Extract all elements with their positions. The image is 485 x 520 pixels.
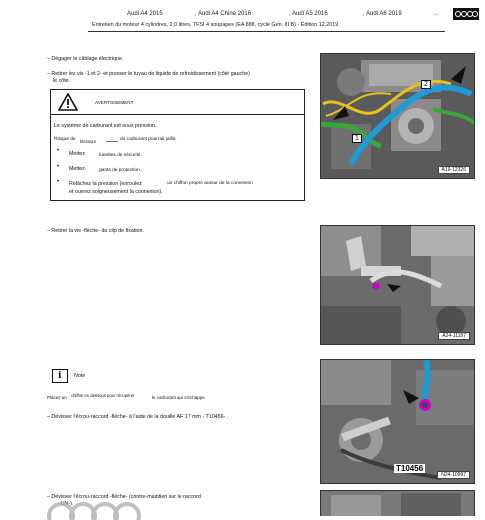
audi-logo-icon (453, 8, 479, 20)
header-model-a5: , Audi A5 2016 (289, 11, 328, 17)
tool-label: T10456 (396, 464, 424, 473)
warning-bullet-b: un chiffon propre autour de la connexion (167, 181, 253, 186)
dash-divider (106, 141, 118, 142)
header-subtitle: Entretien du moteur 4 cylindres, 2,0 litres, TFSI 4 soupapes (EA 888, cycle Gen. III B) - Édition 12.2019 (92, 22, 339, 28)
bullet-dot: • (57, 164, 60, 170)
header-ellipsis: ... (434, 11, 440, 17)
engine-illustration (321, 54, 475, 179)
figure-id: N24-10997 (437, 471, 470, 479)
engine-photo-union-nut (320, 359, 475, 484)
header-model-a4-chine: , Audi A4 Chine 2016 (195, 11, 252, 17)
warning-risk-b: blessure (80, 139, 97, 144)
bullet-dot: • (57, 148, 60, 154)
note-label: Note (74, 373, 86, 379)
warning-bullet-a: Mettez (69, 151, 85, 157)
step-text: – Dévisser l'écrou-raccord -flèche- à l'aide de la douille AF 17 mm - T10456- . (47, 414, 229, 420)
warning-bullet-b: lunettes de sécurité. (99, 153, 142, 158)
warning-line: Le système de carburant est sous pression. (54, 123, 157, 129)
step-text: – Retirer la vis -flèche- du clip de fixation. (47, 228, 144, 234)
warning-header (51, 90, 304, 115)
header-model-a6: , Audi A6 2019 (363, 11, 402, 17)
step-text: le côté. (53, 78, 71, 84)
warning-title: AVERTISSEMENT (95, 100, 134, 105)
engine-photo-fixing-clip (320, 225, 475, 345)
header-model-a4: Audi A4 2015 (127, 11, 163, 17)
warning-triangle-icon (58, 93, 78, 111)
step-text: – Dégager le câblage électrique. (47, 56, 124, 62)
warning-risk-c: du carburant pourrait jaillir. (120, 137, 177, 142)
warning-bullet-a: Relâchez la pression (enroulez (69, 181, 142, 187)
note-text-b: chiffon en dessous pour récupérer (71, 393, 135, 398)
step-text: -UN-). (59, 501, 74, 507)
step-text: – Dévisser l'écrou-raccord -flèche- (contre-maintien sur le raccord (47, 494, 201, 500)
callout-2: 2 (421, 80, 431, 89)
engine-photo-hose-screws (320, 53, 475, 179)
warning-bullet-b: gants de protection. (99, 168, 142, 173)
note-text-a: Placez un (47, 395, 67, 400)
engine-illustration (321, 491, 475, 516)
warning-bullet-c: et ouvrez soigneusement la connexion). (69, 189, 163, 195)
audi-rings-watermark-icon (45, 496, 145, 520)
engine-photo-partial (320, 490, 475, 516)
engine-illustration (321, 226, 475, 345)
info-icon: i (52, 369, 68, 383)
warning-risk-a: Risque de (54, 137, 76, 142)
bullet-dot: • (57, 179, 60, 185)
figure-id: A24-11187 (438, 332, 470, 340)
figure-id: A19-12326 (438, 166, 470, 174)
warning-bullet-a: Mettez (69, 166, 85, 172)
callout-1: 1 (352, 134, 362, 143)
note-text-c: le carburant qui s'échappe. (152, 395, 206, 400)
header-divider (88, 31, 445, 32)
step-text: – Retirer les vis -1 et 2- et presser le tuyau de liquide de refroidissement (côté gauche) (47, 71, 250, 77)
warning-box (50, 89, 305, 201)
